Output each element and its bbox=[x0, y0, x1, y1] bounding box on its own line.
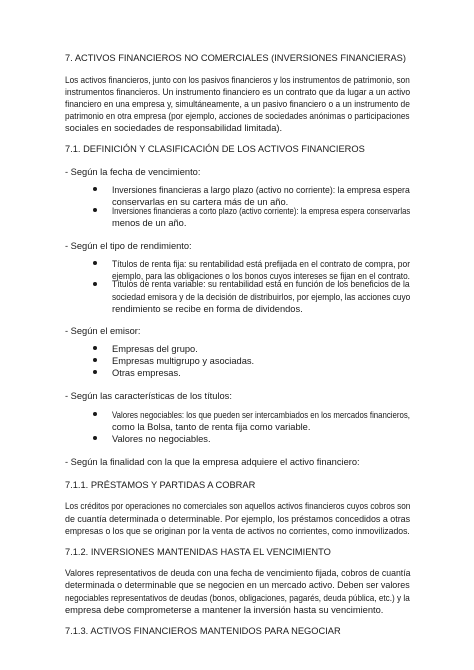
list-item-line: conservarlas en su cartera más de un año. bbox=[112, 197, 289, 207]
list-item: Valores no negociables. bbox=[112, 433, 211, 444]
paragraph-line: empresa debe comprometerse a mantener la inversión hasta su vencimiento. bbox=[65, 604, 384, 615]
bullet-icon bbox=[93, 358, 97, 362]
list-item-line: Inversiones financieras a largo plazo (activo no corriente): la empresa espera bbox=[112, 184, 410, 195]
list-item-line: Inversiones financieras a corto plazo (activo corriente): la empresa espera conservarlas bbox=[112, 205, 411, 216]
list-item: Empresas del grupo. bbox=[112, 343, 198, 354]
bullet-icon bbox=[93, 187, 97, 191]
list-item-line: ejemplo, para las obligaciones o los bonos cuyos intereses se fijan en el contrato. bbox=[112, 270, 410, 281]
classification-label-finalidad: - Según la finalidad con la que la empresa adquiere el activo financiero: bbox=[65, 457, 360, 468]
intro-line: sociales en sociedades de responsabilidad limitada). bbox=[65, 123, 283, 134]
bullet-icon bbox=[93, 282, 97, 286]
list-item-line: Títulos de renta variable: su rentabilidad está en función de los beneficios de la bbox=[112, 279, 410, 290]
subsection-heading-7-1-1: 7.1.1. PRÉSTAMOS Y PARTIDAS A COBRAR bbox=[65, 479, 256, 490]
paragraph-line: Valores representativos de deuda con una fecha de vencimiento fijada, cobros de cuantía bbox=[65, 568, 411, 579]
intro-line: instrumentos financieros. Un instrumento financiero es un contrato que da lugar a un activo bbox=[65, 86, 411, 97]
bullet-icon bbox=[93, 208, 97, 212]
paragraph-line: determinada o determinable que se negocien en un mercado activo. Deben ser valores bbox=[65, 580, 410, 591]
list-item-line: Valores negociables: los que pueden ser intercambiados en los mercados financieros, bbox=[112, 409, 410, 420]
subsection-heading-7-1: 7.1. DEFINICIÓN Y CLASIFICACIÓN DE LOS ACTIVOS FINANCIEROS bbox=[65, 144, 365, 155]
subsection-heading-7-1-3: 7.1.3. ACTIVOS FINANCIEROS MANTENIDOS PARA NEGOCIAR bbox=[65, 625, 341, 636]
paragraph-line: Los créditos por operaciones no comerciales son aquellos activos financieros cuyos cobros son bbox=[65, 501, 411, 512]
list-item: Empresas multigrupo y asociadas. bbox=[112, 355, 255, 366]
classification-label-emisor: - Según el emisor: bbox=[65, 326, 141, 337]
list-item-line: como la Bolsa, tanto de renta fija como variable. bbox=[112, 421, 311, 432]
list-item: Otras empresas. bbox=[112, 367, 181, 378]
list-item-line: Títulos de renta fija: su rentabilidad está prefijada en el contrato de compra, por bbox=[112, 258, 411, 269]
bullet-icon bbox=[93, 370, 97, 374]
subsection-heading-7-1-2: 7.1.2. INVERSIONES MANTENIDAS HASTA EL VENCIMIENTO bbox=[65, 546, 331, 557]
bullet-icon bbox=[93, 412, 97, 416]
bullet-icon bbox=[93, 346, 97, 350]
classification-label-rendimiento: - Según el tipo de rendimiento: bbox=[65, 241, 192, 252]
bullet-icon bbox=[93, 436, 97, 440]
classification-label-caracteristicas: - Según las características de los títulos: bbox=[65, 391, 232, 402]
section-heading: 7. ACTIVOS FINANCIEROS NO COMERCIALES (INVERSIONES FINANCIERAS) bbox=[65, 53, 406, 63]
intro-line: financiero en una empresa y, simultáneamente, a un pasivo financiero o a un instrumento de bbox=[65, 99, 410, 109]
intro-line: Los activos financieros, junto con los pasivos financieros y los instrumentos de patrimonio, son bbox=[65, 74, 410, 85]
classification-label-vencimiento: - Según la fecha de vencimiento: bbox=[65, 166, 201, 177]
intro-line: patrimonio en otra empresa (por ejemplo, acciones de sociedades anónimas o participaciones bbox=[65, 111, 410, 122]
list-item-line: menos de un año. bbox=[112, 217, 187, 228]
paragraph-line: empresas o los que se originan por la venta de activos no corrientes, como inmovilizados. bbox=[65, 525, 410, 536]
paragraph-line: negociables representativos de deudas (bonos, obligaciones, pagarés, deuda pública, etc.) y la bbox=[65, 592, 410, 603]
bullet-icon bbox=[93, 261, 97, 265]
list-item-line: rendimiento se recibe en forma de dividendos. bbox=[112, 303, 303, 314]
paragraph-line: de cuantía determinada o determinable. Por ejemplo, los préstamos concedidos a otras bbox=[65, 513, 411, 524]
list-item-line: sociedad emisora y de la decisión de distribuirlos, por ejemplo, las acciones cuyo bbox=[112, 291, 411, 302]
